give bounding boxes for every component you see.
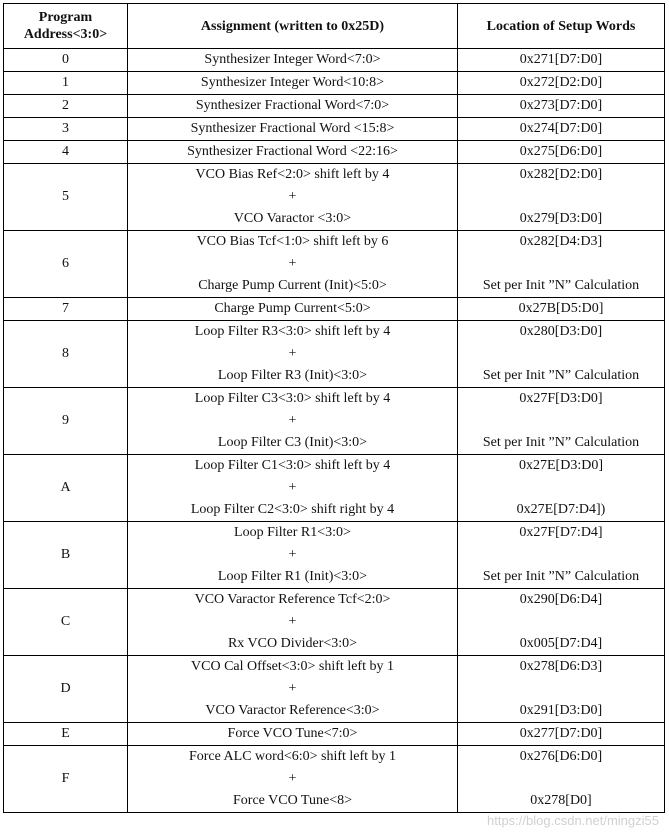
location-cell-line bbox=[462, 253, 660, 275]
table-row bbox=[4, 49, 665, 72]
location-cell-line bbox=[462, 410, 660, 432]
location-cell-line: Set per Init ”N” Calculation bbox=[482, 569, 640, 584]
location-cell-line: 0x276[D6:D0] bbox=[519, 749, 603, 764]
header-program-address: Program Address<3:0> bbox=[4, 4, 128, 49]
assignment-cell-line: + bbox=[288, 771, 297, 786]
assignment-cell: Charge Pump Current<5:0> bbox=[128, 298, 458, 321]
program-address-cell: D bbox=[4, 656, 128, 723]
location-cell bbox=[458, 164, 665, 231]
table-row bbox=[4, 656, 665, 723]
program-address-cell: B bbox=[4, 522, 128, 589]
location-cell-line bbox=[462, 768, 660, 790]
assignment-cell bbox=[128, 164, 458, 231]
location-cell bbox=[458, 455, 665, 522]
assignment-cell-line: Loop Filter R1 (Init)<3:0> bbox=[217, 569, 368, 584]
table-row bbox=[4, 141, 665, 164]
assignment-cell bbox=[128, 231, 458, 298]
program-address-cell: 2 bbox=[4, 95, 128, 118]
location-cell-line: 0x27E[D7:D4]) bbox=[516, 502, 606, 517]
assignment-cell-line: VCO Bias Tcf<1:0> shift left by 6 bbox=[196, 234, 389, 249]
location-cell bbox=[458, 231, 665, 298]
table-row bbox=[4, 455, 665, 522]
program-address-cell: 1 bbox=[4, 72, 128, 95]
location-cell-line: 0x291[D3:D0] bbox=[519, 703, 603, 718]
location-cell-line: 0x27F[D3:D0] bbox=[519, 391, 603, 406]
location-cell-lines bbox=[462, 231, 660, 297]
program-address-cell: 9 bbox=[4, 388, 128, 455]
location-cell: 0x27B[D5:D0] bbox=[458, 298, 665, 321]
assignment-cell-line: + bbox=[288, 189, 297, 204]
assignment-cell-line: + bbox=[288, 614, 297, 629]
assignment-cell-line: Loop Filter C2<3:0> shift right by 4 bbox=[190, 502, 395, 517]
assignment-cell-line: Loop Filter C3<3:0> shift left by 4 bbox=[194, 391, 391, 406]
location-cell bbox=[458, 589, 665, 656]
program-address-cell: E bbox=[4, 723, 128, 746]
location-cell-line: 0x290[D6:D4] bbox=[519, 592, 603, 607]
assignment-cell: Synthesizer Fractional Word <22:16> bbox=[128, 141, 458, 164]
program-address-cell: 4 bbox=[4, 141, 128, 164]
assignment-cell-lines bbox=[132, 455, 453, 521]
assignment-cell: Synthesizer Integer Word<10:8> bbox=[128, 72, 458, 95]
location-cell-line: 0x27F[D7:D4] bbox=[519, 525, 603, 540]
program-address-cell: A bbox=[4, 455, 128, 522]
assignment-cell-lines bbox=[132, 231, 453, 297]
location-cell-line: Set per Init ”N” Calculation bbox=[482, 368, 640, 383]
assignment-cell bbox=[128, 321, 458, 388]
assignment-cell-line: Loop Filter R3<3:0> shift left by 4 bbox=[194, 324, 391, 339]
location-cell-line bbox=[462, 477, 660, 499]
header-location: Location of Setup Words bbox=[458, 4, 665, 49]
assignment-cell-lines bbox=[132, 388, 453, 454]
assignment-cell-line: Rx VCO Divider<3:0> bbox=[227, 636, 358, 651]
assignment-cell-lines bbox=[132, 746, 453, 812]
assignment-cell: Synthesizer Fractional Word <15:8> bbox=[128, 118, 458, 141]
assignment-cell-line: VCO Varactor <3:0> bbox=[233, 211, 352, 226]
assignment-cell-lines bbox=[132, 321, 453, 387]
location-cell: 0x271[D7:D0] bbox=[458, 49, 665, 72]
location-cell bbox=[458, 522, 665, 589]
table-wrapper bbox=[3, 3, 665, 813]
table-row bbox=[4, 95, 665, 118]
assignment-cell-line: + bbox=[288, 413, 297, 428]
table-row bbox=[4, 164, 665, 231]
assignment-cell-line: VCO Varactor Reference<3:0> bbox=[205, 703, 380, 718]
location-cell-lines bbox=[462, 455, 660, 521]
program-address-cell: 7 bbox=[4, 298, 128, 321]
location-cell-line bbox=[462, 544, 660, 566]
table-row bbox=[4, 388, 665, 455]
assignment-cell bbox=[128, 455, 458, 522]
assignment-cell-line: VCO Bias Ref<2:0> shift left by 4 bbox=[195, 167, 390, 182]
location-cell-line: 0x282[D2:D0] bbox=[519, 167, 603, 182]
table-row bbox=[4, 118, 665, 141]
table-row bbox=[4, 589, 665, 656]
program-address-cell: 6 bbox=[4, 231, 128, 298]
assignment-cell-line: + bbox=[288, 480, 297, 495]
assignment-cell: Force VCO Tune<7:0> bbox=[128, 723, 458, 746]
location-cell-line bbox=[462, 678, 660, 700]
location-cell-line bbox=[462, 343, 660, 365]
location-cell-lines bbox=[462, 164, 660, 230]
assignment-cell-line: Charge Pump Current (Init)<5:0> bbox=[198, 278, 387, 293]
program-address-cell: 0 bbox=[4, 49, 128, 72]
location-cell-line: 0x27E[D3:D0] bbox=[519, 458, 603, 473]
location-cell-line: Set per Init ”N” Calculation bbox=[482, 278, 640, 293]
table-row bbox=[4, 522, 665, 589]
location-cell-lines bbox=[462, 589, 660, 655]
assignment-cell-line: + bbox=[288, 346, 297, 361]
table-row bbox=[4, 321, 665, 388]
location-cell-line: 0x278[D6:D3] bbox=[519, 659, 603, 674]
assignment-cell-line: VCO Cal Offset<3:0> shift left by 1 bbox=[191, 659, 394, 674]
assignment-cell-lines bbox=[132, 589, 453, 655]
location-cell bbox=[458, 656, 665, 723]
assignment-cell-lines bbox=[132, 522, 453, 588]
table-row bbox=[4, 746, 665, 813]
table-row bbox=[4, 298, 665, 321]
location-cell-lines bbox=[462, 321, 660, 387]
assignment-cell bbox=[128, 522, 458, 589]
assignment-cell-line: + bbox=[288, 256, 297, 271]
location-cell: 0x275[D6:D0] bbox=[458, 141, 665, 164]
program-address-cell: C bbox=[4, 589, 128, 656]
assignment-cell-lines bbox=[132, 164, 453, 230]
assignment-cell bbox=[128, 589, 458, 656]
table-row bbox=[4, 72, 665, 95]
location-cell bbox=[458, 321, 665, 388]
program-address-cell: 8 bbox=[4, 321, 128, 388]
location-cell-line bbox=[462, 611, 660, 633]
table-row bbox=[4, 231, 665, 298]
assignment-cell-line: Loop Filter C1<3:0> shift left by 4 bbox=[194, 458, 391, 473]
program-address-cell: 3 bbox=[4, 118, 128, 141]
assignment-cell bbox=[128, 746, 458, 813]
location-cell bbox=[458, 388, 665, 455]
location-cell-lines bbox=[462, 522, 660, 588]
assignment-cell-line: + bbox=[288, 681, 297, 696]
assignment-cell bbox=[128, 388, 458, 455]
location-cell: 0x277[D7:D0] bbox=[458, 723, 665, 746]
watermark-text: https://blog.csdn.net/mingzi55 bbox=[487, 813, 659, 828]
assignment-cell bbox=[128, 656, 458, 723]
location-cell-lines bbox=[462, 746, 660, 812]
assignment-cell-line: Loop Filter R1<3:0> bbox=[234, 525, 351, 540]
program-address-cell: F bbox=[4, 746, 128, 813]
location-cell-lines bbox=[462, 388, 660, 454]
assignment-cell-line: Loop Filter C3 (Init)<3:0> bbox=[217, 435, 368, 450]
header-assignment: Assignment (written to 0x25D) bbox=[128, 4, 458, 49]
location-cell-line: Set per Init ”N” Calculation bbox=[482, 435, 640, 450]
assignment-cell-line: Force ALC word<6:0> shift left by 1 bbox=[188, 749, 397, 764]
assignment-cell: Synthesizer Fractional Word<7:0> bbox=[128, 95, 458, 118]
location-cell-line: 0x280[D3:D0] bbox=[519, 324, 603, 339]
program-address-cell: 5 bbox=[4, 164, 128, 231]
location-cell-line: 0x279[D3:D0] bbox=[519, 211, 603, 226]
location-cell-line: 0x282[D4:D3] bbox=[519, 234, 603, 249]
table-row bbox=[4, 723, 665, 746]
location-cell: 0x273[D7:D0] bbox=[458, 95, 665, 118]
assignment-cell-line: Force VCO Tune<8> bbox=[233, 793, 352, 808]
assignment-cell-line: Loop Filter R3 (Init)<3:0> bbox=[217, 368, 368, 383]
location-cell-lines bbox=[462, 656, 660, 722]
assignment-cell: Synthesizer Integer Word<7:0> bbox=[128, 49, 458, 72]
table-body bbox=[4, 49, 665, 813]
location-cell-line: 0x278[D0] bbox=[530, 793, 592, 808]
location-cell-line bbox=[462, 186, 660, 208]
setup-words-table bbox=[3, 3, 665, 813]
assignment-cell-lines bbox=[132, 656, 453, 722]
location-cell: 0x272[D2:D0] bbox=[458, 72, 665, 95]
assignment-cell-line: + bbox=[288, 547, 297, 562]
table-header-row bbox=[4, 4, 665, 49]
location-cell: 0x274[D7:D0] bbox=[458, 118, 665, 141]
location-cell-line: 0x005[D7:D4] bbox=[519, 636, 603, 651]
location-cell bbox=[458, 746, 665, 813]
assignment-cell-line: VCO Varactor Reference Tcf<2:0> bbox=[194, 592, 391, 607]
